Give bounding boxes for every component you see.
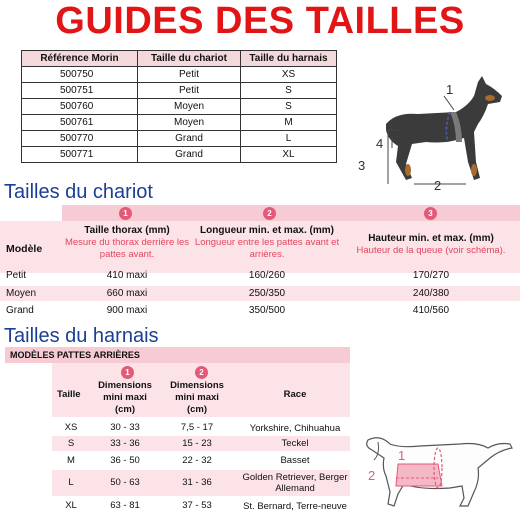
thorax-cell: 410 maxi: [106, 270, 148, 281]
length-cell: 160/260: [248, 270, 286, 281]
length-title: Longueur min. et max. (mm): [200, 225, 334, 236]
column-header: Référence Morin: [22, 51, 138, 67]
reference-cell: 500751: [22, 83, 138, 99]
dimension1-cell: 33 - 36: [110, 438, 140, 449]
thorax-cell: 660 maxi: [106, 288, 148, 299]
race-cell: Golden Retriever, Berger Allemand: [242, 472, 348, 494]
dimension2-column-header: Dimensions mini maxi (cm): [170, 380, 224, 415]
size-cell: M: [67, 455, 75, 466]
column-header: Taille du harnais: [241, 51, 337, 67]
harness-subtitle-band: MODÈLES PATTES ARRIÈRES: [5, 347, 350, 363]
cart-size-cell: Grand: [138, 131, 241, 147]
reference-cell: 500771: [22, 147, 138, 163]
reference-table-header: [22, 51, 337, 67]
reference-cell: 500750: [22, 67, 138, 83]
race-column-header: Race: [283, 389, 307, 400]
measure-label-3: 3: [358, 158, 366, 173]
height-title: Hauteur min. et max. (mm): [368, 233, 494, 244]
model-column-header: Modèle: [6, 243, 43, 255]
number-badge-2: 2: [195, 366, 208, 379]
dachshund-measurement-diagram: [360, 420, 520, 520]
harness-size-cell: L: [241, 131, 337, 147]
reference-cell: 500770: [22, 131, 138, 147]
dimension1-cell: 30 - 33: [110, 422, 140, 433]
thorax-cell: 900 maxi: [106, 305, 148, 316]
race-cell: St. Bernard, Terre-neuve: [243, 501, 347, 512]
dimension2-cell: 15 - 23: [182, 438, 212, 449]
length-cell: 250/350: [248, 288, 286, 299]
measure-label-1: 1: [398, 448, 406, 463]
number-badge-1: 1: [119, 207, 132, 220]
number-badge-3: 3: [424, 207, 437, 220]
height-cell: 410/560: [412, 305, 450, 316]
table-row: [22, 131, 337, 147]
harness-size-cell: S: [241, 83, 337, 99]
label-leader-line: [444, 96, 454, 110]
table-row: [52, 470, 350, 496]
harness-size-cell: XS: [241, 67, 337, 83]
table-row: [0, 268, 520, 283]
reference-cell: 500760: [22, 99, 138, 115]
dimension2-cell: 7,5 - 17: [180, 422, 214, 433]
dimension1-cell: 63 - 81: [110, 500, 140, 511]
number-badge-1: 1: [121, 366, 134, 379]
dobermann-measurement-diagram: [356, 66, 506, 196]
reference-cell: 500761: [22, 115, 138, 131]
cart-size-cell: Petit: [138, 83, 241, 99]
harness-size-cell: XL: [241, 147, 337, 163]
dimension1-column-header: Dimensions mini maxi (cm): [98, 380, 152, 415]
tan-marking: [471, 164, 477, 176]
cart-section-title: Tailles du chariot: [4, 181, 153, 203]
table-row: [22, 115, 337, 131]
measure-label-2: 2: [434, 178, 442, 193]
table-row: [52, 453, 350, 468]
size-cell: S: [67, 438, 75, 449]
table-row: [0, 286, 520, 301]
race-cell: Yorkshire, Chihuahua: [249, 423, 341, 434]
height-cell: 170/270: [412, 270, 450, 281]
dimension2-cell: 22 - 32: [182, 455, 212, 466]
thorax-subtitle: Mesure du thorax derrière les pattes avant.: [64, 237, 190, 260]
table-row: [52, 498, 350, 514]
size-cell: XL: [65, 500, 77, 511]
table-row: [0, 303, 520, 318]
table-row: [52, 436, 350, 451]
length-column-header: [192, 225, 342, 261]
race-cell: Teckel: [281, 438, 309, 449]
cart-size-cell: Grand: [138, 147, 241, 163]
table-row: [22, 67, 337, 83]
dog-body-silhouette: [386, 76, 502, 180]
dimension2-cell: 31 - 36: [182, 477, 212, 488]
measure-label-4: 4: [376, 136, 384, 151]
column-header: Taille du chariot: [138, 51, 241, 67]
dimension1-cell: 36 - 50: [110, 455, 140, 466]
cart-size-cell: Petit: [138, 67, 241, 83]
model-cell: Grand: [6, 305, 34, 316]
harness-size-cell: M: [241, 115, 337, 131]
harness-size-cell: S: [241, 99, 337, 115]
size-cell: L: [68, 477, 74, 488]
table-row: [22, 99, 337, 115]
height-column-header: [342, 233, 520, 257]
tan-marking: [405, 164, 411, 176]
table-row: [22, 83, 337, 99]
dimension1-cell: 50 - 63: [110, 477, 140, 488]
harness-section-title: Tailles du harnais: [4, 325, 159, 347]
length-cell: 350/500: [248, 305, 286, 316]
table-row: [52, 421, 350, 435]
table-row: [22, 147, 337, 163]
cart-size-cell: Moyen: [138, 115, 241, 131]
model-cell: Moyen: [6, 288, 37, 299]
length-subtitle: Longueur entre les pattes avant et arrières.: [194, 237, 340, 260]
size-cell: XS: [64, 422, 78, 433]
measure-label-1: 1: [446, 82, 454, 97]
thorax-column-header: [62, 225, 192, 261]
model-cell: Petit: [6, 270, 27, 281]
cart-size-cell: Moyen: [138, 99, 241, 115]
reference-table: [21, 50, 337, 163]
tan-marking: [485, 95, 495, 101]
number-badge-2: 2: [263, 207, 276, 220]
height-cell: 240/380: [412, 288, 450, 299]
thorax-title: Taille thorax (mm): [84, 225, 170, 236]
dimension2-cell: 37 - 53: [182, 500, 212, 511]
race-cell: Basset: [280, 455, 310, 466]
page-title: GUIDES DES TAILLES: [55, 0, 465, 42]
height-subtitle: Hauteur de la queue (voir schéma).: [356, 245, 506, 256]
size-column-header: Taille: [57, 389, 81, 400]
measure-label-2: 2: [368, 468, 376, 483]
